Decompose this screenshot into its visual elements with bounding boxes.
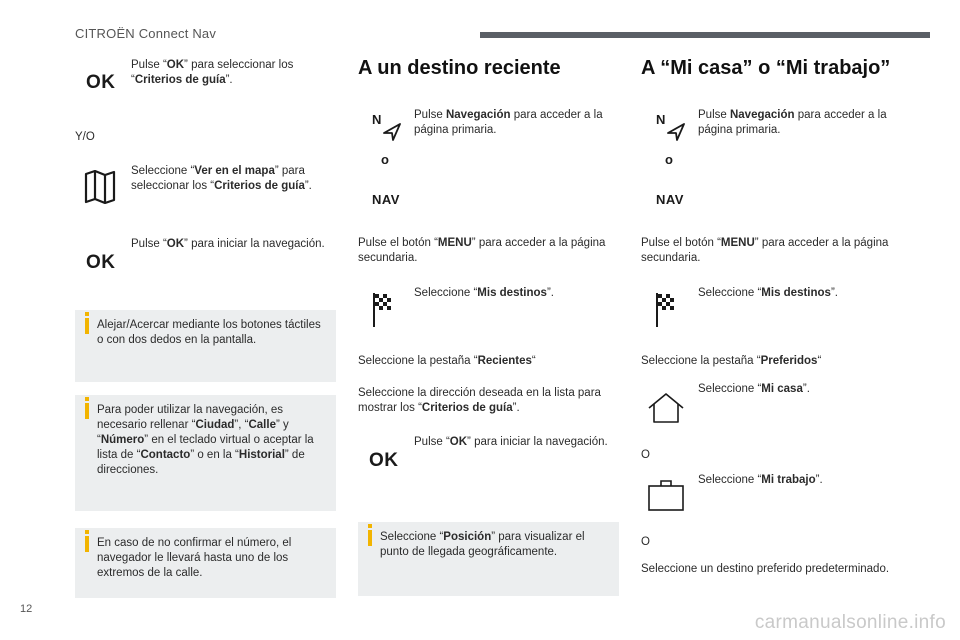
navigation-arrow-icon: [382, 122, 402, 142]
my-destinations-text: Seleccione “Mis destinos”.: [414, 287, 554, 299]
checkered-flag-icon: [372, 292, 394, 328]
and-or-label: Y/O: [75, 131, 95, 143]
briefcase-icon: [647, 478, 685, 512]
ok-icon: OK: [86, 72, 116, 93]
ok-icon: OK: [86, 252, 116, 273]
compass-n-label: N: [372, 112, 382, 127]
section-title-home-work: A “Mi casa” o “Mi trabajo”: [641, 57, 891, 79]
nav-label: NAV: [656, 192, 684, 207]
watermark: carmanualsonline.info: [754, 612, 946, 633]
menu-text: Pulse el botón “MENU” para acceder a la página secundaria.: [641, 237, 889, 264]
info-marker-icon: [368, 530, 372, 546]
note-address-fields: Para poder utilizar la navegación, es necesario rellenar “Ciudad”, “Calle” y “Número” en el teclado virtual o aceptar la lista de “Contacto” o en la “Historial” de direcciones.: [75, 395, 336, 511]
or-label: O: [641, 536, 650, 548]
note-position: Seleccione “Posición” para visualizar el punto de llegada geográficamente.: [358, 522, 619, 596]
my-work-text: Seleccione “Mi trabajo”.: [698, 474, 823, 486]
menu-text: Pulse el botón “MENU” para acceder a la página secundaria.: [358, 237, 606, 264]
nav-button-icon: [370, 112, 410, 212]
page-number: 12: [20, 603, 33, 615]
nav-text: Pulse Navegación para acceder a la página primaria.: [698, 109, 887, 136]
nav-text: Pulse Navegación para acceder a la página primaria.: [414, 109, 603, 136]
nav-button-icon: [654, 112, 694, 212]
info-marker-icon: [85, 403, 89, 419]
compass-o-label: o: [381, 152, 390, 167]
ok-criteria-text: Pulse “OK” para seleccionar los “Criterios de guía”.: [131, 59, 294, 86]
ok-icon: OK: [369, 450, 399, 471]
navigation-arrow-icon: [666, 122, 686, 142]
recent-tab-text: Seleccione la pestaña “Recientes“: [358, 355, 536, 367]
favorites-tab-text: Seleccione la pestaña “Preferidos“: [641, 355, 822, 367]
info-marker-icon: [85, 536, 89, 552]
section-title-recent: A un destino reciente: [358, 57, 561, 79]
note-street-number: En caso de no confirmar el número, el navegador le llevará hasta uno de los extremos de la calle.: [75, 528, 336, 598]
map-icon: [84, 170, 116, 204]
info-marker-icon: [85, 318, 89, 334]
home-icon: [647, 392, 685, 424]
header-bar: [480, 32, 930, 38]
ok-start-text: Pulse “OK” para iniciar la navegación.: [131, 238, 325, 250]
checkered-flag-icon: [655, 292, 677, 328]
manual-header-title: CITROËN Connect Nav: [75, 26, 217, 41]
preferred-destination-text: Seleccione un destino preferido predeterminado.: [641, 563, 890, 575]
or-label: O: [641, 449, 650, 461]
my-home-text: Seleccione “Mi casa”.: [698, 383, 810, 395]
note-zoom: Alejar/Acercar mediante los botones táctiles o con dos dedos en la pantalla.: [75, 310, 336, 382]
select-address-text: Seleccione la dirección deseada en la lista para mostrar los “Criterios de guía”.: [358, 387, 601, 414]
compass-n-label: N: [656, 112, 666, 127]
ok-start-text: Pulse “OK” para iniciar la navegación.: [414, 436, 608, 448]
my-destinations-text: Seleccione “Mis destinos”.: [698, 287, 838, 299]
map-view-text: Seleccione “Ver en el mapa” para seleccionar los “Criterios de guía”.: [131, 165, 312, 192]
nav-label: NAV: [372, 192, 400, 207]
compass-o-label: o: [665, 152, 674, 167]
